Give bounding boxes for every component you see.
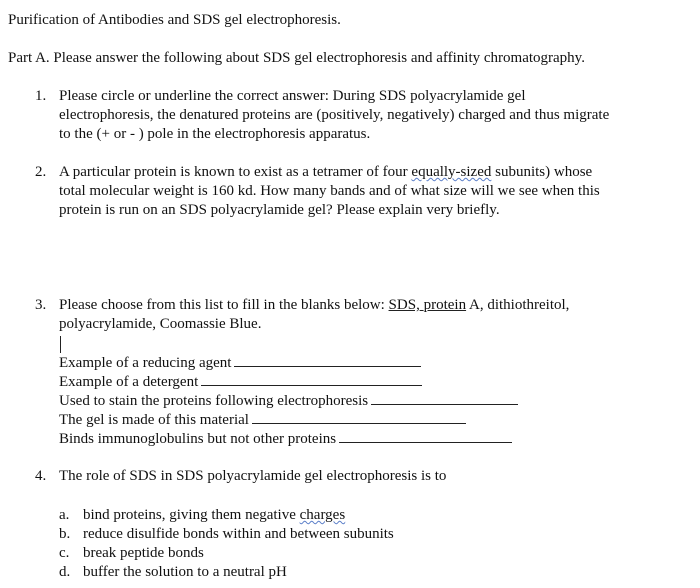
part-a-heading: Part A. Please answer the following about SDS gel electrophoresis and affinity chromatography. [8,50,585,66]
q3-sds-underlined: SDS, [388,297,420,313]
text-cursor [60,336,61,353]
q1-line-1: Please circle or underline the correct answer: During SDS polyacrylamide gel [59,88,526,104]
q4-option-text: buffer the solution to a neutral pH [83,564,287,580]
q3-blank-label: Example of a reducing agent [59,355,232,371]
q4-option-letter: c. [59,545,70,561]
q3-answer-blank[interactable] [339,429,512,443]
q4-number: 4. [35,468,47,484]
q4-option-text: break peptide bonds [83,545,204,561]
q3-blank-row [59,410,466,430]
q3-answer-blank[interactable] [234,353,421,367]
q3-answer-blank[interactable] [201,372,422,386]
q3-blank-label: The gel is made of this material [59,412,249,428]
q3-number: 3. [35,297,47,313]
q1-number: 1. [35,88,47,104]
q4-option-a-pre: bind proteins, giving them negative [83,507,300,523]
q3-line-2: polyacrylamide, Coomassie Blue. [59,316,262,332]
q2-line-3: protein is run on an SDS polyacrylamide gel? Please explain very briefly. [59,202,500,218]
q3-blank-row [59,353,421,373]
q2-spellcheck-mark: equally-sized [411,164,492,180]
q3-blank-label: Example of a detergent [59,374,199,390]
q4-option-text: reduce disulfide bonds within and between subunits [83,526,394,542]
q3-line-1-pre: Please choose from this list to fill in the blanks below: [59,297,389,313]
q4-option-text [83,506,345,525]
document-title: Purification of Antibodies and SDS gel electrophoresis. [8,12,341,28]
q2-line-2: total molecular weight is 160 kd. How many bands and of what size will we see when this [59,183,600,199]
q1-line-2: electrophoresis, the denatured proteins are (positively, negatively) charged and thus migrate [59,107,610,123]
q3-blank-row [59,391,518,411]
q3-protein-underlined: protein [423,297,467,313]
q3-blank-label: Used to stain the proteins following electrophoresis [59,393,369,409]
q3-blank-label: Binds immunoglobulins but not other proteins [59,431,337,447]
q3-answer-blank[interactable] [371,391,518,405]
q3-line-1 [59,296,569,315]
q3-blank-row [59,372,422,392]
q2-line-1-post: subunits) whose [491,164,593,180]
q3-blank-row [59,429,512,449]
q2-line-1-pre: A particular protein is known to exist as a tetramer of four [59,164,412,180]
q3-answer-blank[interactable] [252,410,466,424]
q4-option-letter: b. [59,526,71,542]
q4-option-letter: d. [59,564,71,580]
q4-spellcheck-mark: charges [299,507,346,523]
q4-option-letter: a. [59,507,70,523]
q4-stem: The role of SDS in SDS polyacrylamide gel electrophoresis is to [59,468,447,484]
q1-line-3: to the (+ or - ) pole in the electrophoresis apparatus. [59,126,371,142]
q2-number: 2. [35,164,47,180]
q2-line-1 [59,163,592,182]
q3-line-1-post: A, dithiothreitol, [466,297,570,313]
